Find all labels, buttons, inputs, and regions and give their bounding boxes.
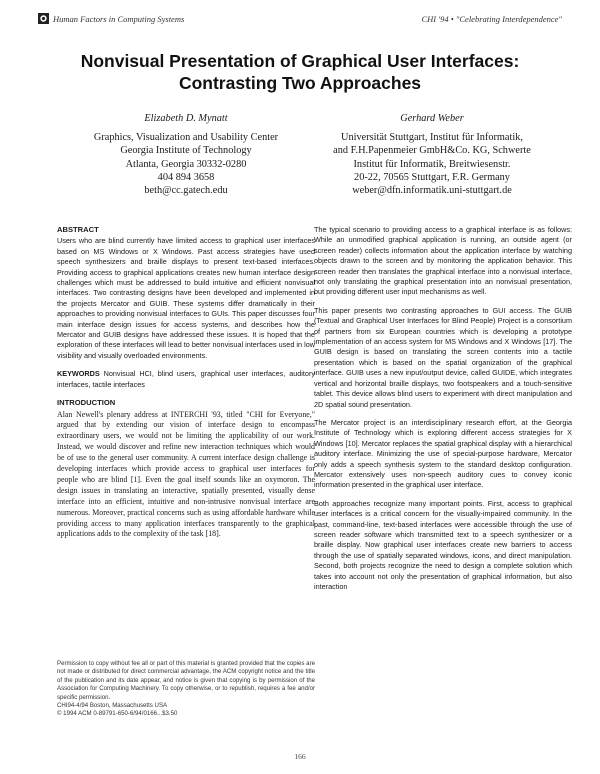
keywords-text: Nonvisual HCI, blind users, graphical user interfaces, auditory interfaces, tactile interfaces xyxy=(57,369,316,389)
introduction-text: Alan Newell's plenary address at INTERCHI '93, titled "CHI for Everyone," argued that by extending our vision of interface design to encompass extraordinary users, we would not be limiting the applicability of our work. Instead, we would discover and refine new interaction techniques which would be of use to the general user community. A current interface design challenge is developing interfaces which provide access to graphical user interfaces for people who are blind [1]. Even the goal itself sounds like an oxymoron. The design issues in translating an interactive, spatially presented, visually dense interface into an efficient, intuitive and non-intrusive nonvisual interface are numerous. Moreover, practical concerns such as using affordable hardware while providing access to many application interfaces transparently to the graphical applications adds to the complexity of the task [18]. xyxy=(57,409,315,539)
keywords xyxy=(57,369,315,390)
author-address: Atlanta, Georgia 30332-0280 xyxy=(125,158,247,170)
header-conference-tagline: CHI '94 • "Celebrating Interdependence" xyxy=(421,14,562,24)
paper-title-line-2: Contrasting Two Approaches xyxy=(178,73,422,93)
author-city: 20-22, 70565 Stuttgart, F.R. Germany xyxy=(354,171,510,183)
abstract-heading: ABSTRACT xyxy=(57,225,99,234)
right-column xyxy=(314,225,572,600)
author-affiliation-2: and F.H.Papenmeier GmbH&Co. KG, Schwerte xyxy=(333,145,531,157)
author-affiliation: Universität Stuttgart, Institut für Informatik, xyxy=(341,132,523,144)
author-institution: Georgia Institute of Technology xyxy=(120,145,252,157)
paper-title xyxy=(30,50,570,94)
paragraph-both-approaches: Both approaches recognize many important points. First, access to graphical user interfaces is a critical concern for the visually-impaired community. In the past, command-line, text-based interfaces were accessible through the use of screen reader software which transmitted text to a speech synthesizer or a braille display. Now graphical user interfaces create new barriers to access through the use of spatially separated windows, icons, and direct manipulation. Second, both projects recognize the need to design a complete solution which takes into account not only the presentation of graphical information, but also interaction xyxy=(314,498,572,591)
author-block-weber xyxy=(302,112,562,197)
abstract-text: Users who are blind currently have limited access to graphical user interfaces based on MS Windows or X Windows. Past access strategies have used speech synthesizers and braille displays to present text-based interfaces. Providing access to graphical applications creates new human interface design challenges which must be addressed to build intuitive and efficient nonvisual interfaces. Two contrasting designs have been developed and implemented in the projects Mercator and GUIB. These systems differ dramatically in their approaches to providing nonvisual interfaces to GUIs. This paper discusses four main interface design issues for access systems, and describes how the Mercator and GUIB designs have addressed these issues. It is hoped that the exploration of these interfaces will lead to better nonvisual interfaces used in low visibility and visually overloaded environments. xyxy=(57,236,315,360)
author-block-mynatt xyxy=(56,112,316,197)
author-name: Elizabeth D. Mynatt xyxy=(144,113,228,124)
paragraph-guib: This paper presents two contrasting approaches to GUI access. The GUIB (Textual and Graphical User Interfaces for Blind People) Project is a consortium of partners from six European countries which is developing a prototype implementation of an access system for MS Windows and X Windows [17]. The GUIB design is based on translating the screen contents into a tactile presentation which is based on the spatial organization of the graphical interface. GUIB uses a new input/output device, called GUIDE, which integrates vertical and horizontal braille displays, two footspeakers and a touch-sensitive tablet. This device allows blind users to experiment with direct manipulation and 2D spatial sound presentation. xyxy=(314,305,572,409)
author-affiliation: Graphics, Visualization and Usability Center xyxy=(93,132,279,144)
author-name: Gerhard Weber xyxy=(400,113,464,124)
permission-text: Permission to copy without fee all or part of this material is granted provided that the copies are not made or distributed for direct commercial advantage, the ACM copyright notice and the title of the publication and its date appear, and notice is given that copying is by permission of the Association for Computing Machinery. To copy otherwise, or to republish, requires a fee and/or specific permission. xyxy=(57,660,315,701)
keywords-label: KEYWORDS xyxy=(57,369,100,379)
chi-logo-icon xyxy=(38,13,49,24)
left-column xyxy=(57,225,315,548)
paragraph-typical-scenario: The typical scenario to providing access to a graphical interface is as follows: While an unmodified graphical application is running, an outside agent (or screen reader) collects information about the application interface by watching objects drawn to the screen and by monitoring the application behavior. This screen reader then translates the graphical interface into a nonvisual interface, not only translating the graphical presentation into an nonvisual presentation, but providing different user input mechanisms as well. xyxy=(314,225,572,297)
author-address: Institut für Informatik, Breitwiesenstr. xyxy=(353,158,511,170)
header-conference-name: Human Factors in Computing Systems xyxy=(53,14,185,24)
permission-notice xyxy=(57,660,315,719)
author-email: weber@dfn.informatik.uni-stuttgart.de xyxy=(352,185,512,197)
paragraph-mercator: The Mercator project is an interdisciplinary research effort, at the Georgia Institute of Technology which is exploring different access strategies for X Windows [10]. Mercator replaces the spatial graphical display with a hierarchical auditory interface. Minimizing the use of special-purpose hardware, Mercator only adds a speech synthesis system to the standard desktop configuration. Mercator extensively uses non-speech auditory cues to convey iconic information presented in the graphical user interface. xyxy=(314,417,572,490)
permission-copyright: © 1994 ACM 0-89791-650-6/94/0166...$3.50 xyxy=(57,710,178,718)
introduction-heading: INTRODUCTION xyxy=(57,398,116,408)
running-header xyxy=(38,12,562,28)
page-number: 166 xyxy=(294,752,306,761)
permission-conference-code: CHI94-4/94 Boston, Massachusetts USA xyxy=(57,702,168,710)
paper-title-line-1: Nonvisual Presentation of Graphical User Interfaces: xyxy=(80,51,520,71)
author-email: beth@cc.gatech.edu xyxy=(144,185,228,197)
author-phone: 404 894 3658 xyxy=(157,171,215,183)
